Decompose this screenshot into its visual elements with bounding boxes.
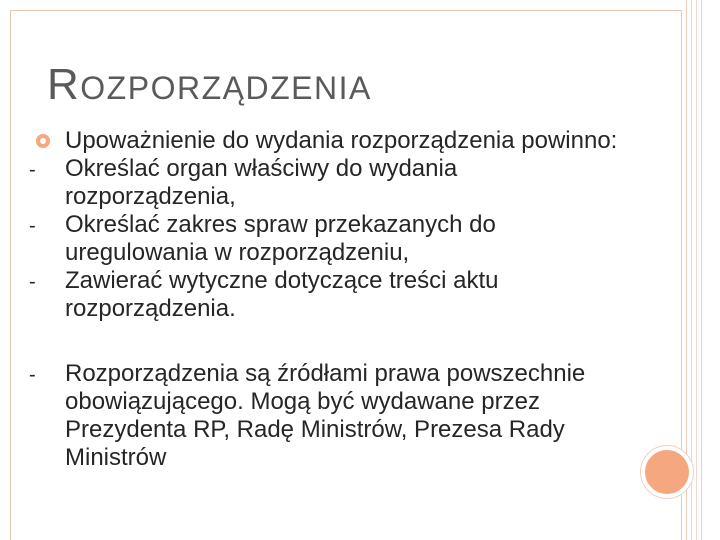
accent-circle [641, 446, 693, 498]
list-item-sub [29, 360, 625, 472]
dash-bullet-icon: - [29, 364, 36, 386]
sub-item-text: Określać organ właściwy do wydania rozporządzenia, [65, 155, 458, 210]
sub-item-text: Zawierać wytyczne dotyczące treści aktu rozporządzenia. [65, 267, 499, 322]
sub-item-text: Określać zakres spraw przekazanych do uregulowania w rozporządzeniu, [65, 211, 496, 266]
slide-title [47, 60, 372, 110]
title-first-letter: R [47, 60, 81, 109]
bullet-list [29, 127, 625, 472]
title-rest: OZPORZĄDZENIA [80, 70, 372, 106]
list-item-main [65, 127, 625, 155]
rail-line [696, 0, 697, 540]
dash-bullet-icon: - [29, 215, 36, 237]
main-bullet-text: Upoważnienie do wydania rozporządzenia powinno: [65, 127, 618, 154]
dash-bullet-icon: - [29, 271, 36, 293]
rail-line [691, 0, 692, 540]
list-item-sub [29, 211, 625, 267]
list-item-sub [29, 155, 625, 211]
circle-bullet-icon [35, 127, 57, 155]
last-item-text: Rozporządzenia są źródłami prawa powszechnie obowiązującego. Mogą być wydawane przez Prezydenta RP, Radę Ministrów, Prezesa Rady Ministrów [65, 360, 586, 471]
list-item-sub [29, 267, 625, 323]
dash-bullet-icon: - [29, 159, 36, 181]
